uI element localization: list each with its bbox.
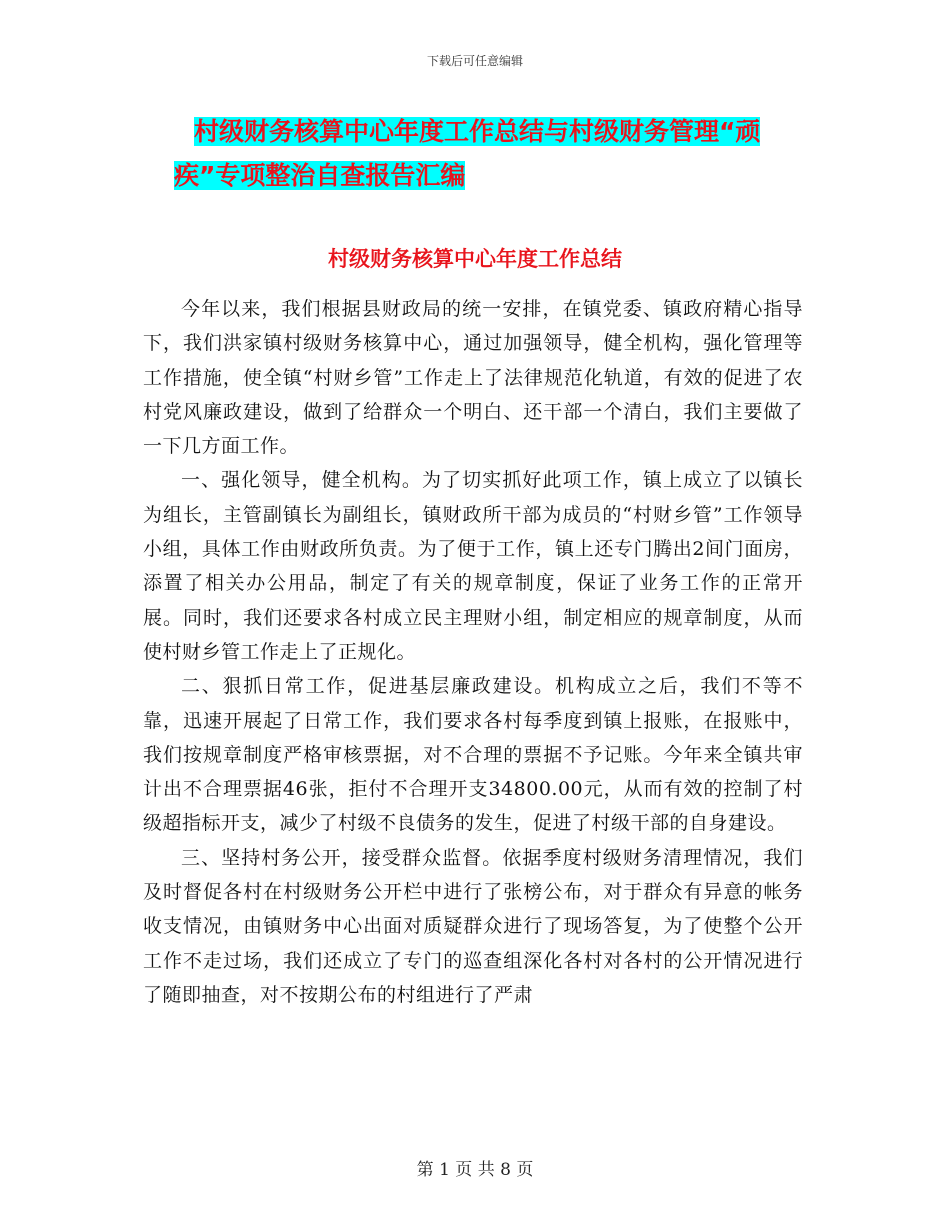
title-line-2: 疾”专项整治自查报告汇编 <box>174 161 466 190</box>
paragraph: 今年以来，我们根据县财政局的统一安排，在镇党委、镇政府精心指导下，我们洪家镇村级财务核算中心，通过加强领导，健全机构，强化管理等工作措施，使全镇“村财乡管”工作走上了法律规范化轨道，有效的促进了农村党风廉政建设，做到了给群众一个明白、还干部一个清白，我们主要做了一下几方面工作。 <box>143 298 803 458</box>
page-footer: 第 1 页 共 8 页 <box>416 1160 534 1180</box>
header-note: 下载后可任意编辑 <box>426 54 523 68</box>
title-line-1: 村级财务核算中心年度工作总结与村级财务管理“顽 <box>194 117 761 146</box>
paragraph: 二、狠抓日常工作，促进基层廉政建设。机构成立之后，我们不等不靠，迅速开展起了日常工作，我们要求各村每季度到镇上报账，在报账中，我们按规章制度严格审核票据，对不合理的票据不予记账。今年来全镇共审计出不合理票据46张，拒付不合理开支34800.00元，从而有效的控制了村级超指标开支，减少了村级不良债务的发生，促进了村级干部的自身建设。 <box>143 675 803 835</box>
paragraph: 三、坚持村务公开，接受群众监督。依据季度村级财务清理情况，我们及时督促各村在村级财务公开栏中进行了张榜公布，对于群众有异意的帐务收支情况，由镇财务中心出面对质疑群众进行了现场答复，为了使整个公开工作不走过场，我们还成立了专门的巡查组深化各村对各村的公开情况进行了随即抽查，对不按期公布的村组进行了严肃 <box>143 846 803 1006</box>
section-title: 村级财务核算中心年度工作总结 <box>328 247 622 271</box>
body-text <box>143 292 803 1012</box>
document-title <box>150 110 810 198</box>
paragraph: 一、强化领导，健全机构。为了切实抓好此项工作，镇上成立了以镇长为组长，主管副镇长为副组长，镇财政所干部为成员的“村财乡管”工作领导小组，具体工作由财政所负责。为了便于工作，镇上还专门腾出2间门面房，添置了相关办公用品，制定了有关的规章制度，保证了业务工作的正常开展。同时，我们还要求各村成立民主理财小组，制定相应的规章制度，从而使村财乡管工作走上了正规化。 <box>143 469 803 663</box>
